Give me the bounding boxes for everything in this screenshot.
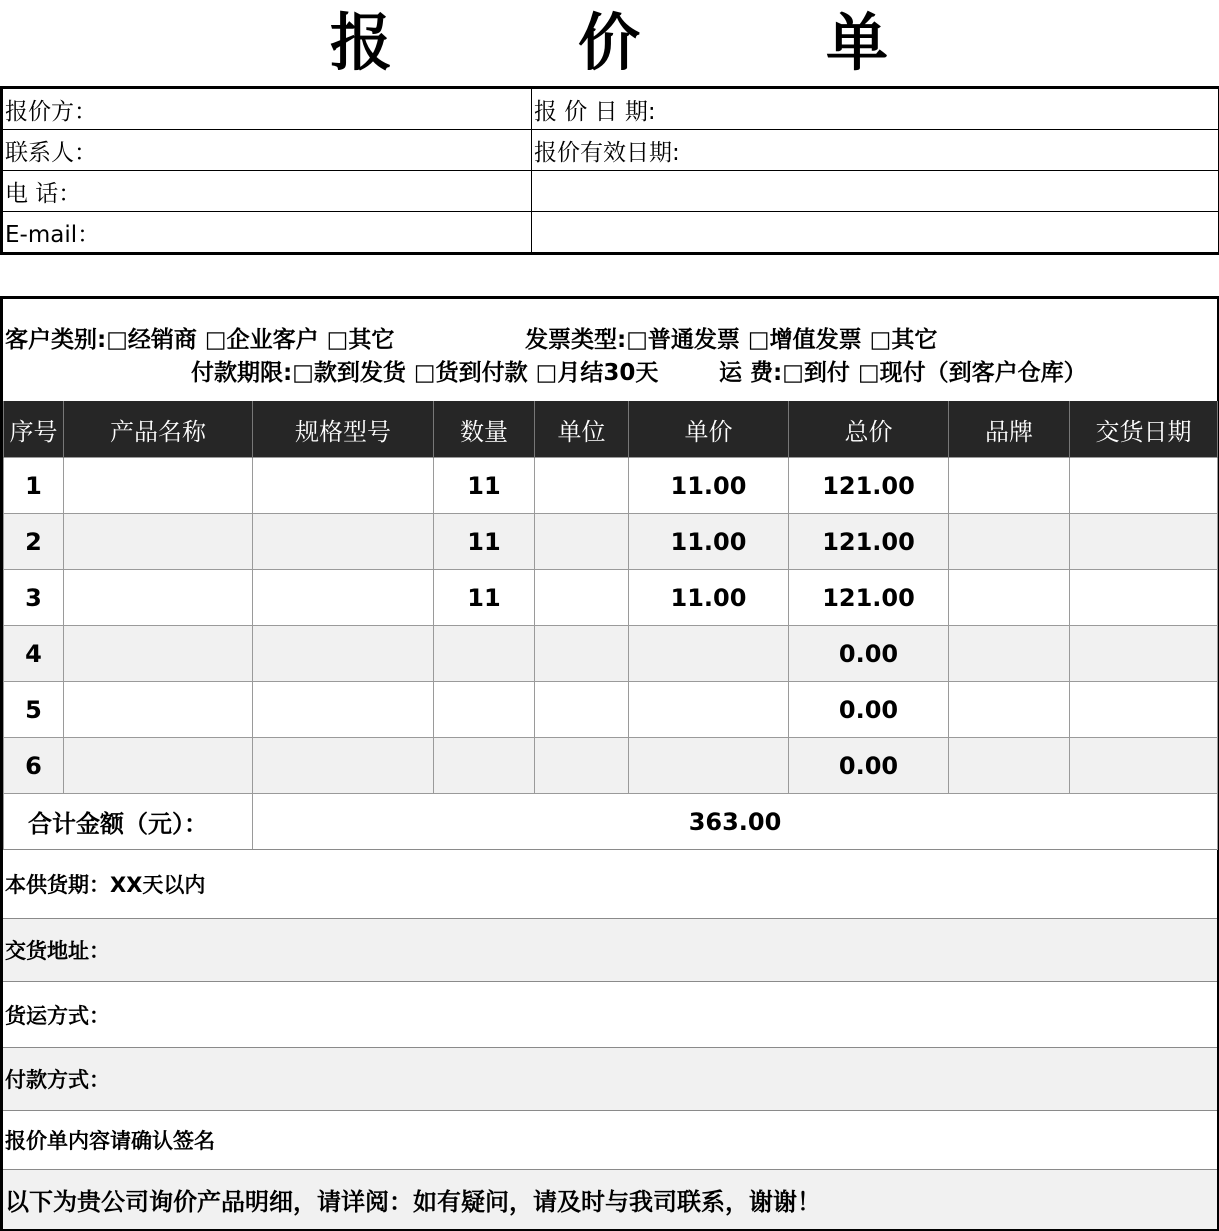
valid-date-field[interactable]: 报价有效日期:	[532, 130, 1219, 171]
email-field[interactable]: E-mail：	[2, 212, 532, 254]
quote-date-field[interactable]: 报 价 日 期:	[532, 88, 1219, 130]
cell-no[interactable]: 1	[4, 458, 64, 514]
title-char-3: 单	[826, 6, 889, 79]
column-header: 总价	[789, 401, 949, 458]
cell-no[interactable]: 4	[4, 626, 64, 682]
cell-name[interactable]	[64, 514, 253, 570]
cell-no[interactable]: 2	[4, 514, 64, 570]
cell-date[interactable]	[1070, 570, 1218, 626]
confirm-signature-note: 报价单内容请确认签名	[3, 1110, 1217, 1169]
info-table	[0, 86, 1219, 255]
table-row	[4, 682, 1218, 738]
table-row	[4, 458, 1218, 514]
cell-name[interactable]	[64, 738, 253, 794]
cell-unit[interactable]	[535, 682, 629, 738]
cell-total[interactable]: 121.00	[789, 514, 949, 570]
cell-spec[interactable]	[253, 514, 434, 570]
total-value: 363.00	[253, 794, 1218, 850]
cell-spec[interactable]	[253, 682, 434, 738]
cell-total[interactable]: 121.00	[789, 570, 949, 626]
cell-brand[interactable]	[949, 626, 1070, 682]
cell-unit[interactable]	[535, 738, 629, 794]
cell-date[interactable]	[1070, 514, 1218, 570]
cell-spec[interactable]	[253, 570, 434, 626]
invoice-type-options[interactable]: 发票类型:□普通发票 □增值发票 □其它	[525, 327, 938, 353]
cell-spec[interactable]	[253, 458, 434, 514]
cell-spec[interactable]	[253, 626, 434, 682]
delivery-address-field[interactable]: 交货地址：	[3, 918, 1217, 981]
cell-brand[interactable]	[949, 570, 1070, 626]
cell-price[interactable]: 11.00	[629, 458, 789, 514]
cell-no[interactable]: 3	[4, 570, 64, 626]
cell-qty[interactable]: 11	[434, 514, 535, 570]
total-label: 合计金额（元）：	[4, 794, 253, 850]
document-title	[0, 0, 1219, 86]
table-row	[4, 738, 1218, 794]
cell-price[interactable]: 11.00	[629, 514, 789, 570]
empty-field[interactable]	[532, 171, 1219, 212]
cell-unit[interactable]	[535, 626, 629, 682]
cell-brand[interactable]	[949, 738, 1070, 794]
items-table	[3, 401, 1218, 850]
contact-field[interactable]: 联系人：	[2, 130, 532, 171]
column-header: 序号	[4, 401, 64, 458]
freight-options[interactable]: 运 费:□到付 □现付（到客户仓库）	[719, 360, 1087, 386]
table-header-row	[4, 401, 1218, 458]
supply-period-note: 本供货期：XX天以内	[3, 849, 1217, 918]
phone-field[interactable]: 电 话：	[2, 171, 532, 212]
cell-price[interactable]	[629, 682, 789, 738]
cell-date[interactable]	[1070, 738, 1218, 794]
quote-body	[0, 296, 1219, 1231]
table-row	[4, 626, 1218, 682]
payment-term-options[interactable]: 付款期限:□款到发货 □货到付款 □月结30天	[191, 360, 659, 386]
cell-total[interactable]: 121.00	[789, 458, 949, 514]
column-header: 产品名称	[64, 401, 253, 458]
cell-qty[interactable]: 11	[434, 570, 535, 626]
cell-unit[interactable]	[535, 458, 629, 514]
customer-type-options[interactable]: 客户类别:□经销商 □企业客户 □其它	[5, 327, 395, 353]
quoter-field[interactable]: 报价方：	[2, 88, 532, 130]
shipping-method-field[interactable]: 货运方式：	[3, 981, 1217, 1047]
cell-qty[interactable]	[434, 682, 535, 738]
cell-unit[interactable]	[535, 514, 629, 570]
title-char-1: 报	[330, 6, 393, 79]
footer-note: 以下为贵公司询价产品明细，请详阅：如有疑问，请及时与我司联系，谢谢！	[3, 1169, 1217, 1229]
column-header: 单价	[629, 401, 789, 458]
options-panel	[3, 299, 1217, 401]
cell-unit[interactable]	[535, 570, 629, 626]
cell-date[interactable]	[1070, 458, 1218, 514]
column-header: 规格型号	[253, 401, 434, 458]
cell-date[interactable]	[1070, 682, 1218, 738]
cell-no[interactable]: 5	[4, 682, 64, 738]
table-row	[4, 570, 1218, 626]
payment-method-field[interactable]: 付款方式：	[3, 1047, 1217, 1110]
table-row	[4, 514, 1218, 570]
cell-qty[interactable]	[434, 738, 535, 794]
cell-brand[interactable]	[949, 514, 1070, 570]
cell-spec[interactable]	[253, 738, 434, 794]
cell-no[interactable]: 6	[4, 738, 64, 794]
column-header: 品牌	[949, 401, 1070, 458]
title-char-2: 价	[578, 6, 641, 79]
cell-qty[interactable]	[434, 626, 535, 682]
cell-price[interactable]	[629, 626, 789, 682]
cell-name[interactable]	[64, 682, 253, 738]
cell-total[interactable]: 0.00	[789, 738, 949, 794]
column-header: 单位	[535, 401, 629, 458]
cell-total[interactable]: 0.00	[789, 626, 949, 682]
cell-name[interactable]	[64, 570, 253, 626]
cell-name[interactable]	[64, 458, 253, 514]
cell-brand[interactable]	[949, 682, 1070, 738]
cell-qty[interactable]: 11	[434, 458, 535, 514]
cell-price[interactable]: 11.00	[629, 570, 789, 626]
cell-price[interactable]	[629, 738, 789, 794]
empty-field[interactable]	[532, 212, 1219, 254]
cell-name[interactable]	[64, 626, 253, 682]
column-header: 数量	[434, 401, 535, 458]
cell-total[interactable]: 0.00	[789, 682, 949, 738]
cell-brand[interactable]	[949, 458, 1070, 514]
total-row	[4, 794, 1218, 850]
cell-date[interactable]	[1070, 626, 1218, 682]
column-header: 交货日期	[1070, 401, 1218, 458]
